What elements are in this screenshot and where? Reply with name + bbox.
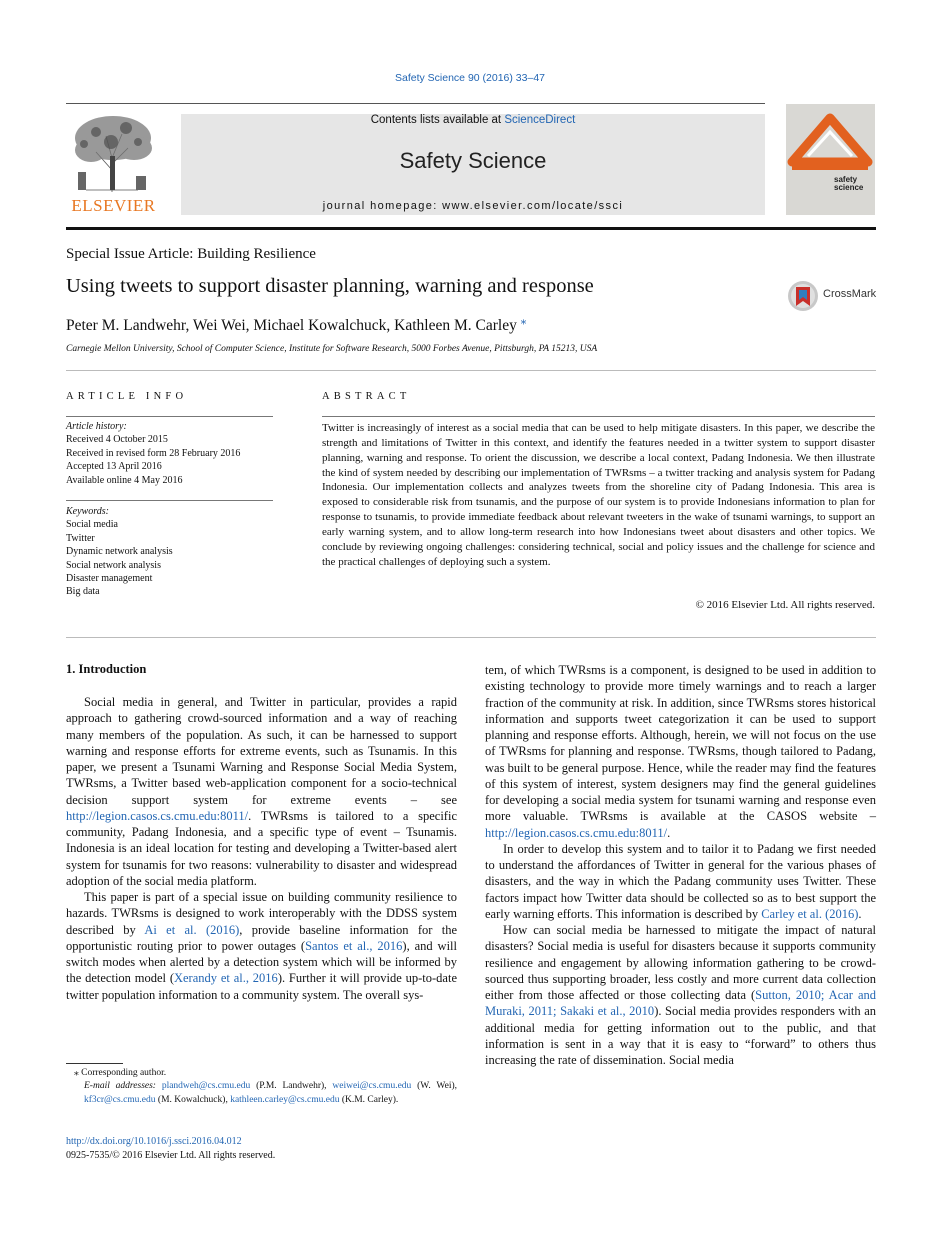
history-received: Received 4 October 2015 [66,434,168,446]
cover-graphic-icon [786,104,875,215]
paragraph [485,922,876,1068]
paragraph [485,662,876,841]
body-column-right [485,662,876,1068]
paragraph [66,694,457,889]
contents-line [181,114,765,126]
history-label: Article history: [66,421,127,432]
text-run: . TWRsms is tailored to a specific community, Padang Indonesia, and a specific type of event – Tsunamis. Indonesia is an ideal location for testing and developing a Twitter-based alert system for tsunamis for two reasons: vulnerability to disaster and widespread adoption of the social media platform. [66,808,457,888]
text-run: (W. Wei), [411,1081,458,1092]
cover-label [834,176,863,192]
article-info-heading: ARTICLE INFO [66,391,188,402]
author-names: Peter M. Landwehr, Wei Wei, Michael Kowalchuck, Kathleen M. Carley [66,317,517,335]
section-rule [66,637,876,638]
text-run: ), and will switch modes when alerted by a detection system which will be informed by the detection model ( [66,938,457,986]
keyword-item: Twitter [66,532,95,544]
cover-label-line2: science [834,183,864,192]
article-info-rule [66,416,273,417]
history-accepted: Accepted 13 April 2016 [66,461,162,473]
sciencedirect-link[interactable]: ScienceDirect [504,114,576,126]
article-history [66,420,276,487]
crossmark-label: CrossMark [823,288,877,300]
text-run: . [858,906,862,921]
email-addresses [66,1080,457,1107]
keyword-item: Dynamic network analysis [66,546,173,558]
citation-link[interactable]: Carley et al. (2016) [761,906,859,921]
journal-citation[interactable]: Safety Science 90 (2016) 33–47 [394,72,546,84]
author-list [66,314,526,335]
journal-cover[interactable] [786,104,875,215]
article-info-rule [66,500,273,501]
journal-title: Safety Science [399,148,547,173]
casos-link[interactable]: http://legion.casos.cs.cmu.edu:8011/ [485,825,668,840]
keywords [66,505,276,599]
citation-link[interactable]: Santos et al., 2016 [305,938,403,953]
text-run: This paper is part of a special issue on building community resilience to hazards. TWRsms is designed to work interoperably with the DDSS system described by [66,890,457,937]
paragraph [66,889,457,1003]
abstract-rule [322,416,875,417]
body-column-left [66,694,457,1003]
contents-prefix: Contents lists available at [370,114,505,126]
email-label: E-mail addresses: [84,1081,162,1092]
section-rule [66,370,876,371]
crossmark-badge[interactable] [787,280,887,312]
article-title: Using tweets to support disaster planning, warning and response [66,275,594,297]
text-run: How can social media be harnessed to mitigate the impact of natural disasters? Social media is useful for disasters because it supports community resilience and engagement by allowing information gathering to be crowd-sourced thus supporting broader, less costly and more current data collection either from those affected or those collecting data ( [485,923,876,1002]
abstract-heading: ABSTRACT [322,391,411,402]
email-link[interactable]: kf3cr@cs.cmu.edu [84,1094,156,1105]
crossmark-icon [787,280,819,312]
text-run: , provide baseline information for the opportunistic routing prior to power outages ( [66,922,457,953]
issn-line: 0925-7535/© 2016 Elsevier Ltd. All rights reserved. [66,1150,276,1161]
email-link[interactable]: weiwei@cs.cmu.edu [332,1081,412,1092]
corresponding-author-mark[interactable]: ⁎ [520,315,527,327]
citation-link[interactable]: Sutton, 2010; Acar and Muraki, 2011; Sakaki et al., 2010 [485,988,877,1019]
footnote [66,1067,457,1107]
text-run: In order to develop this system and to tailor it to Padang we first needed to understand the affordances of Twitter in general for the various phases of disasters, and the way in which the Padang community uses Twitter. These factors impact how Twitter data should be collected so as to best support the early warning efforts. This information is described by [485,841,876,921]
journal-homepage[interactable]: journal homepage: www.elsevier.com/locate/ssci [322,200,624,212]
history-online: Available online 4 May 2016 [66,474,183,486]
text-run: (K.M. Carley). [339,1094,399,1105]
citation-link[interactable]: Ai et al. (2016) [144,922,240,937]
abstract-copyright: © 2016 Elsevier Ltd. All rights reserved. [695,599,875,611]
text-run: ). Social media provides responders with an additional media for getting information out to the public, and that information is sent in a way that it is easy to “forward” to others thus increasing the rate of dissemination. Social media [485,1004,877,1067]
text-run: . [667,825,671,840]
header-thick-rule [66,227,876,230]
email-link[interactable]: plandweh@cs.cmu.edu [161,1081,251,1092]
keyword-item: Big data [66,586,100,598]
publisher-name: ELSEVIER [71,196,156,215]
text-run: Social media in general, and Twitter in particular, provides a rapid approach to gathering crowd-sourced information and a way of reaching many members of the population. As such, it can be harnessed to support warning and response efforts for extreme events, such as Tsunamis. In this paper, we present a Tsunami Warning and Response Social Media System, TWRsms, a Twitter based web-application component for a socio-technical decision support system for extreme events – see [66,695,457,807]
doi-link[interactable]: http://dx.doi.org/10.1016/j.ssci.2016.04.012 [66,1136,242,1147]
section-heading-introduction: 1. Introduction [66,662,147,676]
cover-label-line1: safety [834,175,858,184]
twrsms-link[interactable]: http://legion.casos.cs.cmu.edu:8011/ [66,808,249,823]
keyword-item: Disaster management [66,573,153,585]
special-issue-label: Special Issue Article: Building Resilience [66,246,316,262]
header-rule [66,103,765,104]
abstract-text: Twitter is increasingly of interest as a social media that can be used to help mitigate disasters. In this paper, we describe the strength and limitations of Twitter in this context, and identify the features needed in a twitter system to support disaster planning, warning and response. To orient the discussion, we describe a local context, Padang Indonesia. We then illustrate the kind of system needed by describing our implementation of TWRsms – a twitter tracking and analysis system for Padang Indonesia. Our implementation collects and analyzes tweets from the shoreline city of Padang Indonesia. This area is exposed to considerable risk from tsunamis, and the purpose of our system is to provide Indonesians information to plan for response to tsunamis, to provide immediate feedback about relevant tweeters in the wake of tsunami warnings, to support an early warning system, and to allow long-term research into how Indonesians tweet about disasters and other topics. We conclude by reviewing ongoing challenges: considering technical, social and policy issues and the challenge for science and the practical challenges of deploying such a system. [322,422,875,568]
elsevier-tree-icon [66,112,161,196]
keywords-label: Keywords: [66,506,109,517]
text-run: (M. Kowalchuck), [155,1094,231,1105]
elsevier-logo[interactable] [66,112,161,216]
keyword-item: Social network analysis [66,559,161,571]
text-run: (P.M. Landwehr), [250,1081,333,1092]
corresponding-note: ⁎ Corresponding author. [74,1068,167,1078]
keyword-item: Social media [66,519,118,531]
footnote-rule [66,1063,123,1064]
history-revised: Received in revised form 28 February 2016 [66,447,241,459]
paragraph [485,841,876,922]
affiliation: Carnegie Mellon University, School of Computer Science, Institute for Software Research, 5000 Forbes Avenue, Pittsburgh, PA 15213, USA [66,344,598,354]
text-run: ). Further it will provide up-to-date twitter population information to a community system. The overall sys- [66,971,457,1002]
journal-banner [181,114,765,215]
citation-link[interactable]: Xerandy et al., 2016 [173,971,278,986]
email-link[interactable]: kathleen.carley@cs.cmu.edu [230,1094,340,1105]
text-run: tem, of which TWRsms is a component, is designed to be used in addition to existing technology to provide more timely warnings and to reach a larger fraction of the community at risk. In addition, since TWRsms stores historical information and supports tweet categorization it can be used to support planning and response efforts. Although, herein, we will not focus on the use of TWRsms for planning and response. TWRsms, though tailored to Padang, was built to be general purpose. Hence, while the reader may find the features of this system of interest, system designers may find the general guidelines for developing a social media system for tsunami warning and response even more valuable. TWRsms is available at the CASOS website – [485,663,876,824]
